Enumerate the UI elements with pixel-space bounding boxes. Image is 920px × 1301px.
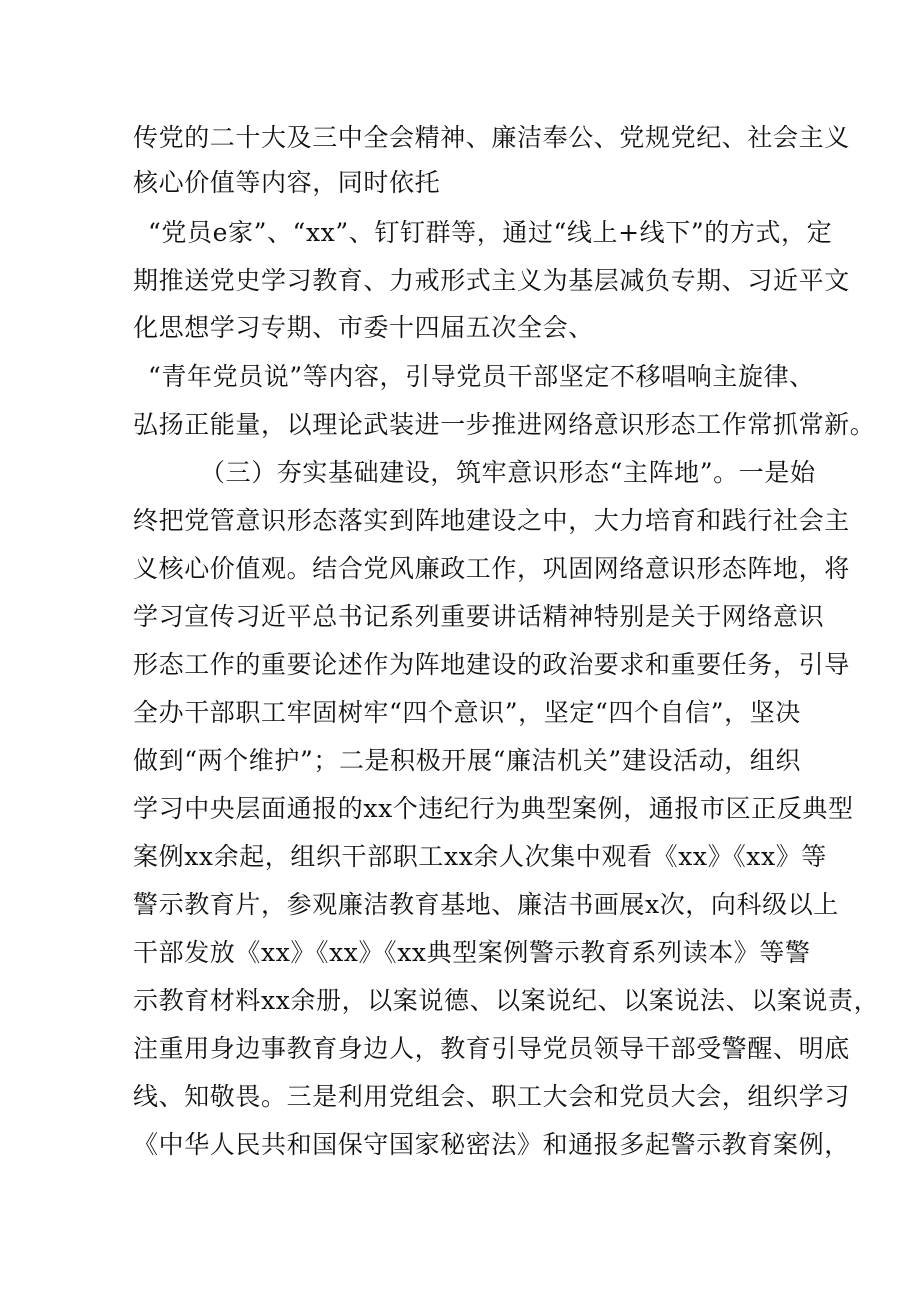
text-line: 化思想学习专期、市委十四届五次全会、 (133, 313, 594, 342)
text-line: 核心价值等内容，同时依托 (133, 168, 441, 197)
text-line: 案例xx余起，组织干部职工xx余人次集中观看《xx》《xx》等 (133, 842, 827, 871)
text-line: 示教育材料xx余册，以案说德、以案说纪、以案说法、以案说责， (133, 986, 880, 1015)
text-line: 弘扬正能量，以理论武装进一步推进网络意识形态工作常抓常新。 (133, 410, 876, 439)
text-line: 终把党管意识形态落实到阵地建设之中，大力培育和践行社会主 (133, 506, 850, 535)
text-line: 义核心价值观。结合党风廉政工作，巩固网络意识形态阵地，将 (133, 554, 850, 583)
text-line: 线、知敬畏。三是利用党组会、职工大会和党员大会，组织学习 (133, 1082, 850, 1111)
text-line: “党员e家”、“xx”、钉钉群等，通过“线上+线下”的方式，定 (148, 218, 833, 247)
text-line: 干部发放《xx》《xx》《xx典型案例警示教育系列读本》等警 (133, 938, 811, 967)
text-line: 学习中央层面通报的xx个违纪行为典型案例，通报市区正反典型 (133, 794, 854, 823)
text-line: 传党的二十大及三中全会精神、廉洁奉公、党规党纪、社会主义 (133, 123, 850, 152)
text-line: 《中华人民共和国保守国家秘密法》和通报多起警示教育案例， (133, 1130, 850, 1159)
text-line: “青年党员说”等内容，引导党员干部坚定不移唱响主旋律、 (148, 362, 815, 391)
text-line: 期推送党史学习教育、力戒形式主义为基层减负专期、习近平文 (133, 266, 850, 295)
text-line: 学习宣传习近平总书记系列重要讲话精神特别是关于网络意识 (133, 602, 825, 631)
text-line: 注重用身边事教育身边人，教育引导党员领导干部受警醒、明底 (133, 1034, 850, 1063)
text-line: 全办干部职工牢固树牢“四个意识”，坚定“四个自信”，坚决 (133, 698, 801, 727)
text-line: 形态工作的重要论述作为阵地建设的政治要求和重要任务，引导 (133, 650, 850, 679)
text-line: 做到“两个维护”；二是积极开展“廉洁机关”建设活动，组织 (133, 746, 801, 775)
section-heading-line: （三）夯实基础建设，筑牢意识形态“主阵地”。一是始 (200, 458, 816, 487)
text-line: 警示教育片，参观廉洁教育基地、廉洁书画展x次，向科级以上 (133, 890, 839, 919)
